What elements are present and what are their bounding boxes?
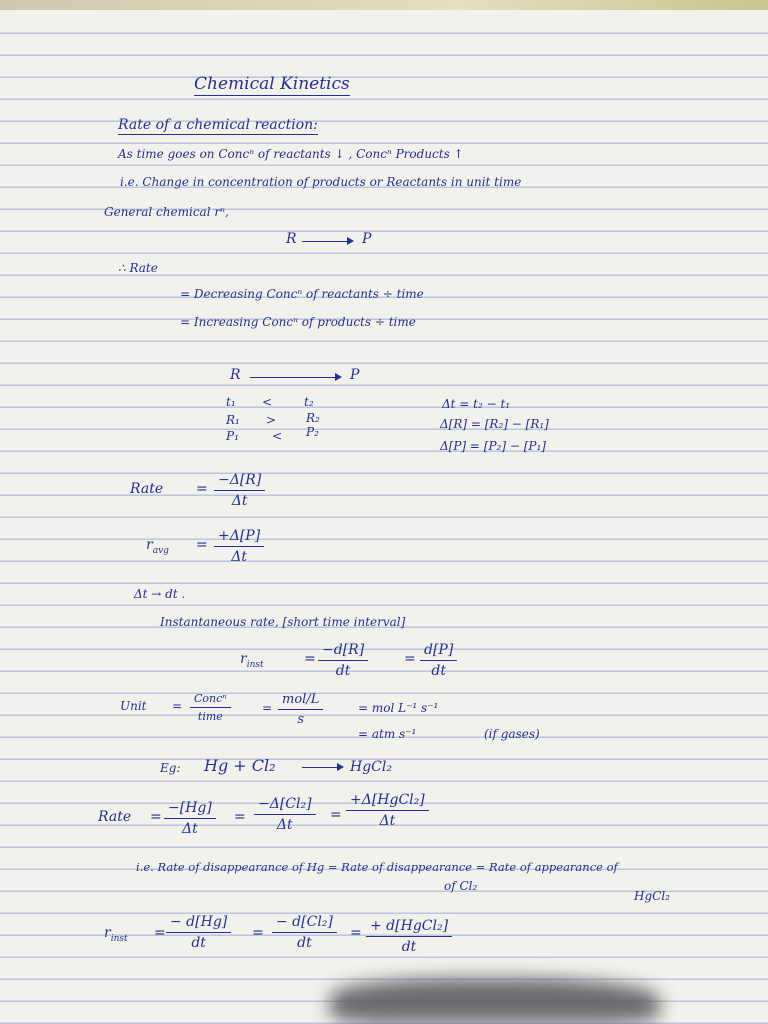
unit-equals-1: = [172, 699, 183, 713]
rinst-equals-2: = [404, 651, 416, 667]
ravg-numerator: +Δ[P] [214, 528, 264, 547]
rate-eq-numerator: −Δ[R] [214, 472, 265, 491]
rinst2-equals-3: = [350, 925, 362, 941]
rinst-numerator-1: −d[R] [318, 642, 368, 661]
time-compare: < [262, 395, 273, 409]
unit-value-1: = mol L⁻¹ s⁻¹ [358, 701, 439, 715]
rate-eq-label: Rate [130, 481, 164, 497]
reactant-compare: > [266, 413, 277, 427]
reactant-R: R [286, 231, 297, 247]
text-line-1: As time goes on Concⁿ of reactants ↓ , Concⁿ Products ↑ [118, 147, 464, 161]
delta-P: Δ[P] = [P₂] − [P₁] [440, 439, 546, 453]
rate2-numerator-2: −Δ[Cl₂] [254, 796, 316, 815]
rinst-denominator-2: dt [431, 663, 446, 679]
rinst2-denominator-1: dt [191, 935, 206, 951]
example-product: HgCl₂ [350, 759, 392, 775]
rate2-equals-1: = [150, 809, 162, 825]
delta-t: Δt = t₂ − t₁ [442, 397, 511, 411]
rinst2-denominator-2: dt [297, 935, 312, 951]
delta-R: Δ[R] = [R₂] − [R₁] [440, 417, 549, 431]
rate-definition-1: = Decreasing Concⁿ of reactants ÷ time [180, 287, 424, 301]
rate2-fraction-2 [254, 796, 316, 833]
rinst2-equals-1: = [154, 925, 166, 941]
unit-fraction-2 [278, 692, 323, 727]
rinst2-numerator-3: + d[HgCl₂] [366, 918, 452, 937]
ie-line-2b: HgCl₂ [634, 889, 670, 903]
rate2-fraction-1 [164, 800, 216, 837]
unit-label: Unit [120, 699, 147, 713]
text-line-2: i.e. Change in concentration of products or Reactants in unit time [120, 175, 522, 189]
ie-line-2a: of Cl₂ [444, 879, 478, 893]
rinst-denominator-1: dt [335, 663, 351, 679]
rinst-fraction-1 [318, 642, 368, 679]
rate2-denominator-1: Δt [182, 821, 198, 837]
ravg-fraction [214, 528, 264, 565]
limit-text: Δt → dt . [134, 587, 186, 601]
example-arrow [302, 767, 342, 768]
ravg-denominator: Δt [231, 549, 247, 565]
rinst-label [240, 652, 264, 670]
unit-note: (if gases) [484, 727, 540, 741]
reactant-2: R₂ [306, 411, 320, 425]
product-P: P [362, 231, 372, 247]
rinst2-fraction-3 [366, 918, 452, 955]
rinst2-equals-2: = [252, 925, 264, 941]
rate-eq-fraction [214, 472, 265, 509]
example-label: Eg: [160, 761, 181, 775]
unit-value-2: = atm s⁻¹ [358, 727, 417, 741]
rate2-denominator-2: Δt [276, 817, 293, 833]
rate2-numerator-3: +Δ[HgCl₂] [346, 792, 429, 811]
example-reactants: Hg + Cl₂ [204, 756, 276, 775]
rate-definition-2: = Increasing Concⁿ of products ÷ time [180, 315, 416, 329]
rate-eq-denominator: Δt [231, 493, 248, 509]
rate-eq-equals: = [196, 481, 208, 497]
rinst2-subscript: inst [110, 933, 128, 944]
rate2-equals-3: = [330, 807, 342, 823]
rinst2-numerator-1: − d[Hg] [166, 914, 231, 933]
rinst2-symbol: r [104, 925, 111, 941]
rinst2-numerator-2: − d[Cl₂] [272, 914, 337, 933]
rinst-numerator-2: d[P] [420, 642, 457, 661]
product-2: P₂ [306, 425, 319, 439]
rate2-equals-2: = [234, 809, 246, 825]
rate2-label: Rate [98, 809, 132, 825]
rinst2-fraction-2 [272, 914, 337, 951]
unit-denominator-2: s [297, 712, 304, 727]
rinst-subscript: inst [246, 659, 264, 670]
ie-line-1: i.e. Rate of disappearance of Hg = Rate of disappearance = Rate of appearance of [136, 860, 618, 874]
product-1: P₁ [226, 429, 239, 443]
reaction-arrow [302, 241, 352, 242]
rinst2-denominator-3: dt [401, 939, 417, 955]
time-1: t₁ [226, 395, 236, 409]
thumb-smudge [330, 978, 660, 1024]
reactant-R-2: R [230, 367, 241, 383]
ravg-subscript: avg [152, 545, 169, 556]
unit-numerator-2: mol/L [278, 692, 323, 710]
rinst2-label [104, 926, 128, 944]
unit-equals-2: = [262, 701, 273, 715]
text-line-3: General chemical rⁿ, [104, 205, 229, 219]
rate-label: ∴ Rate [118, 261, 158, 275]
unit-fraction-1 [190, 692, 231, 723]
rinst2-fraction-1 [166, 914, 231, 951]
product-P-2: P [350, 367, 360, 383]
ravg-symbol: r [146, 537, 153, 553]
reactant-1: R₁ [226, 413, 240, 427]
product-compare: < [272, 429, 283, 443]
rate2-fraction-3 [346, 792, 429, 829]
instantaneous-heading: Instantaneous rate, [short time interval] [160, 615, 406, 629]
ravg-label [146, 538, 169, 556]
rate2-numerator-1: −[Hg] [164, 800, 216, 819]
rate2-denominator-3: Δt [379, 813, 396, 829]
rinst-symbol: r [240, 651, 247, 667]
reaction-arrow-2 [250, 377, 340, 378]
page-title: Chemical Kinetics [194, 74, 350, 94]
rinst-equals-1: = [304, 651, 316, 667]
page-top-edge [0, 0, 768, 10]
section-heading: Rate of a chemical reaction: [118, 117, 318, 133]
time-2: t₂ [304, 395, 314, 409]
rinst-fraction-2 [420, 642, 457, 679]
unit-denominator-1: time [197, 710, 223, 723]
unit-numerator-1: Concⁿ [190, 692, 231, 708]
ravg-equals: = [196, 537, 208, 553]
